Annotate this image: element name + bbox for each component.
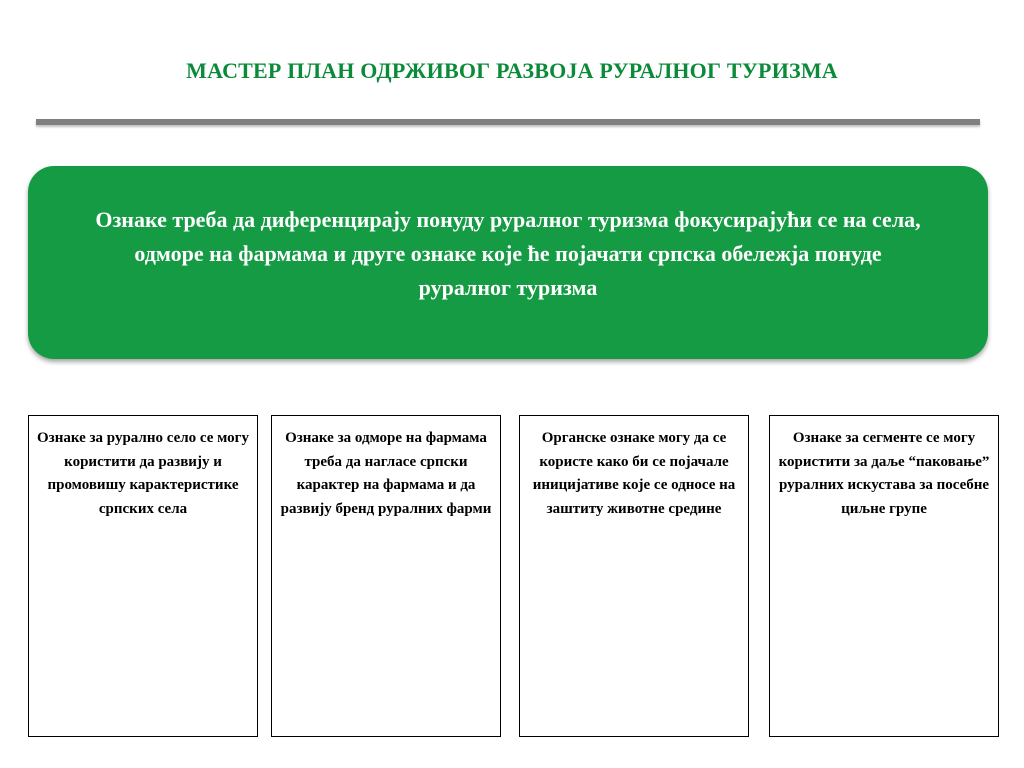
slide-title: МАСТЕР ПЛАН ОДРЖИВОГ РАЗВОЈА РУРАЛНОГ ТУРИЗМА — [186, 58, 838, 83]
farm-holiday-labels-text: Ознаке за одморе на фармама треба да нагласе српски карактер на фармама и да развију бренд руралних фарми — [280, 430, 492, 517]
organic-labels-box — [519, 415, 749, 737]
segment-labels-text: Ознаке за сегменте се могу користити за даље “паковање” руралних искустава за посебне циљне групе — [778, 430, 990, 517]
rural-village-labels-text: Ознаке за рурално село се могу користити да развију и промовишу карактеристике српских села — [37, 430, 249, 517]
title-divider — [36, 119, 980, 125]
main-statement-box — [28, 166, 988, 359]
main-statement-text: Ознаке треба да диференцирају понуду руралног туризма фокусирајући се на села, одморе на фармама и друге ознаке које ће појачати српска обележја понуде руралног туризма — [95, 206, 921, 300]
farm-holiday-labels-box — [271, 415, 501, 737]
rural-village-labels-box — [28, 415, 258, 737]
organic-labels-text: Органске ознаке могу да се користе како би се појачале иницијативе које се односе на заштиту животне средине — [532, 430, 736, 517]
segment-labels-box — [769, 415, 999, 737]
